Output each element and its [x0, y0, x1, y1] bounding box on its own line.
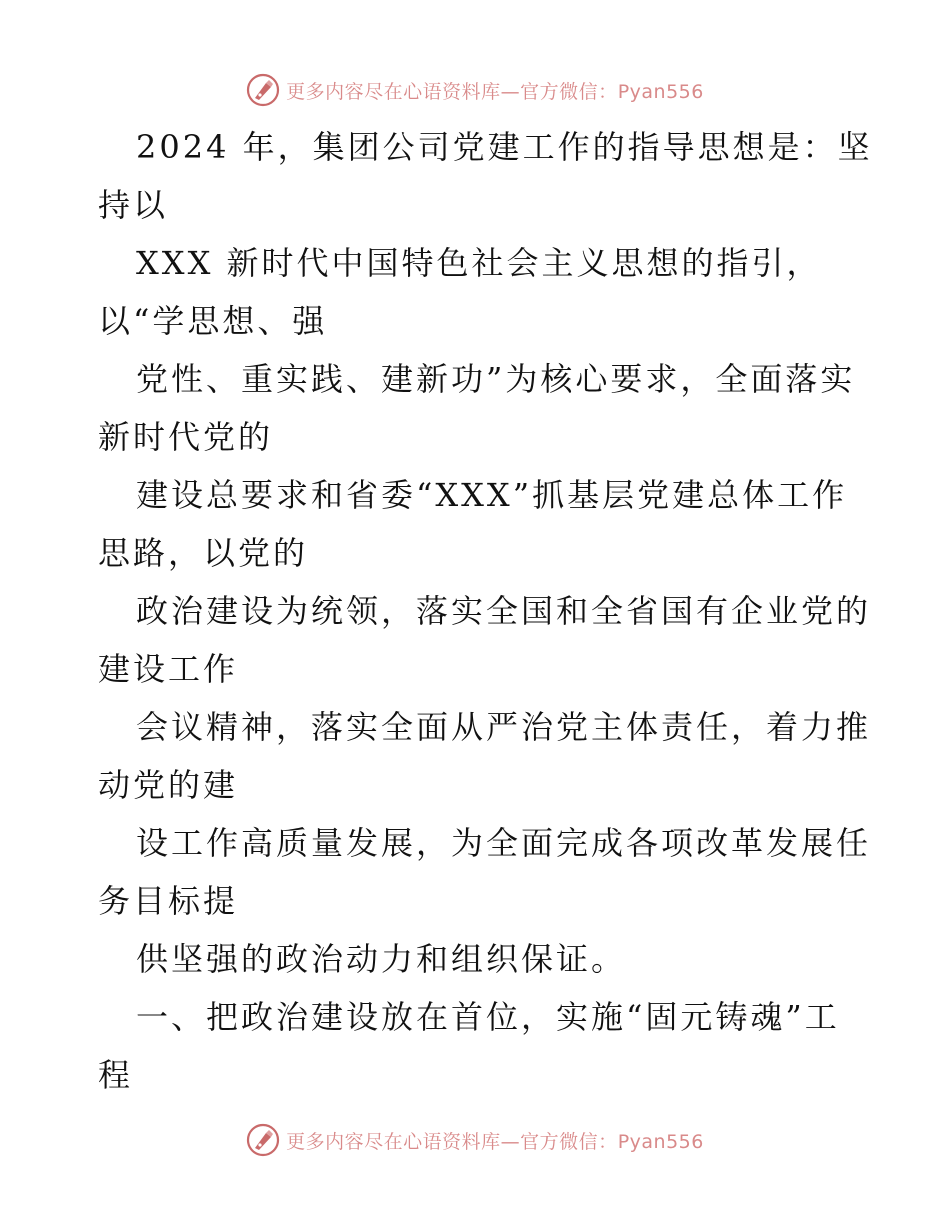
text-line: 设工作高质量发展，为全面完成各项改革发展任 [136, 824, 872, 862]
pen-nib-logo-icon [246, 1123, 280, 1157]
text-line: 动党的建 [98, 766, 239, 804]
text-line: 以“学思想、强 [98, 302, 328, 340]
text-line: 政治建设为统领，落实全国和全省国有企业党的 [136, 592, 872, 630]
text-line: 党性、重实践、建新功”为核心要求，全面落实 [136, 360, 856, 398]
watermark-wechat-id: Pyan556 [617, 1130, 704, 1153]
text-line: 供坚强的政治动力和组织保证。 [136, 940, 627, 978]
watermark-site-text: 更多内容尽在心语资料库— [286, 1130, 521, 1153]
watermark-wechat-id: Pyan556 [617, 80, 704, 103]
text-line: 建设工作 [98, 650, 239, 688]
text-line: 2024 年，集团公司党建工作的指导思想是：坚 [136, 128, 873, 166]
watermark-wechat-label: 官方微信： [520, 1130, 618, 1153]
text-line: XXX 新时代中国特色社会主义思想的指引， [136, 244, 822, 282]
text-line: 新时代党的 [98, 418, 274, 456]
text-line: 思路，以党的 [98, 534, 309, 572]
text-line: 建设总要求和省委“XXX”抓基层党建总体工作 [136, 476, 848, 514]
text-line: 务目标提 [98, 882, 239, 920]
watermark-text [286, 77, 704, 104]
header-watermark-banner [0, 70, 950, 110]
watermark-text [286, 1127, 704, 1154]
pen-nib-logo-icon [246, 73, 280, 107]
text-line: 一、把政治建设放在首位，实施“固元铸魂”工 [136, 998, 840, 1036]
footer-watermark-banner [0, 1120, 950, 1160]
watermark-site-text: 更多内容尽在心语资料库— [286, 80, 521, 103]
text-line: 持以 [98, 186, 169, 224]
watermark-wechat-label: 官方微信： [520, 80, 618, 103]
document-body [98, 118, 873, 1104]
text-line: 程 [98, 1056, 134, 1094]
text-line: 会议精神，落实全面从严治党主体责任，着力推 [136, 708, 872, 746]
